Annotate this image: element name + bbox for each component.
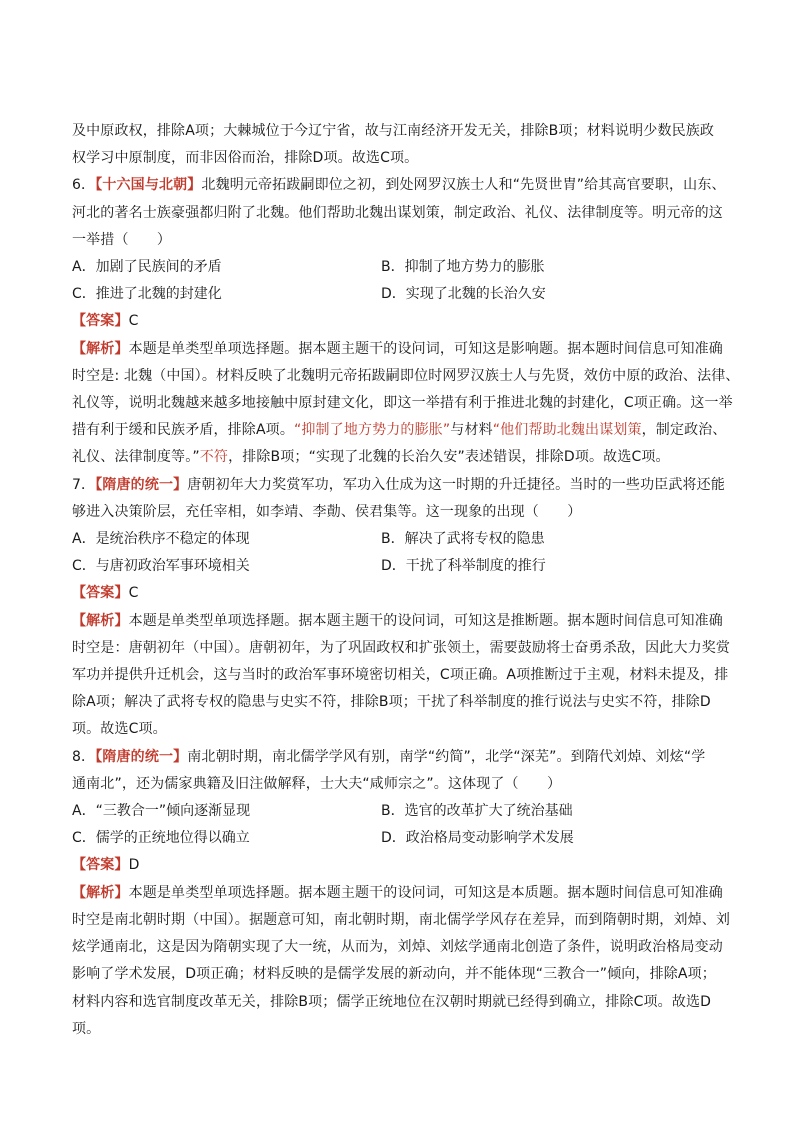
option-a: A．是统治秩序不稳定的体现	[72, 531, 250, 548]
highlight-text: “抑制了地方势力的膨胀”	[293, 422, 451, 439]
question-7	[72, 472, 731, 744]
question-stem-line	[72, 172, 724, 199]
highlight-text: “他们帮助北魏出谋划策	[492, 422, 642, 439]
answer-line	[72, 580, 724, 607]
option-c: C．推进了北魏的封建化	[72, 286, 222, 303]
option-a: A．“三教合一”倾向逐渐显现	[72, 803, 251, 820]
question-stem-line: 够进入决策阶层，充任宰相，如李靖、李勣、侯君集等。这一现象的出现（ ）	[72, 503, 582, 520]
option-d: D．干扰了科举制度的推行	[381, 558, 546, 575]
analysis-text: 与材料	[450, 422, 493, 439]
analysis-text: 措有利于缓和民族矛盾，排除A项。	[72, 422, 294, 439]
question-stem-line	[72, 472, 724, 499]
question-stem-line: 通南北”，还为儒家典籍及旧注做解释，士大夫“咸师宗之”。这体现了（ ）	[72, 775, 562, 792]
option-c: C．儒学的正统地位得以确立	[72, 830, 250, 847]
question-number: 8．	[72, 748, 96, 765]
analysis-line	[72, 417, 727, 444]
analysis-label: 【解析】	[72, 884, 129, 901]
analysis-text: 本题是单类型单项选择题。据本题主题干的设问词，可知这是本质题。据本题时间信息可知准确	[128, 884, 723, 901]
options-row	[72, 553, 724, 580]
analysis-line: 军功并提供升迁机会，这与当时的政治军事环境密切相关，C项正确。A项推断过于主观，材料未提及，排	[72, 667, 729, 684]
question-number: 6．	[72, 177, 96, 194]
option-d: D．实现了北魏的长治久安	[381, 286, 546, 303]
answer-value: C	[128, 585, 139, 602]
analysis-line	[72, 336, 724, 363]
analysis-line: 时空是：唐朝初年（中国）。唐朝初年，为了巩固政权和扩张领土，需要鼓励将士奋勇杀敌，因此大力奖赏	[72, 639, 731, 656]
topic-tag: 【隋唐的统一】	[95, 476, 188, 493]
analysis-text: 礼仪、法律制度等。”	[72, 449, 200, 466]
analysis-label: 【解析】	[72, 612, 129, 629]
analysis-line: 除A项；解决了武将专权的隐患与史实不符，排除B项；干扰了科举制度的推行说法与史实不符，排除D	[72, 694, 711, 711]
analysis-text: ，制定政治、	[641, 422, 727, 439]
analysis-line: 影响了学术发展，D项正确；材料反映的是儒学发展的新动向，并不能体现“三教合一”倾向，排除A项；	[72, 966, 716, 983]
analysis-line	[72, 608, 724, 635]
question-stem-line: 一举措（ ）	[72, 231, 172, 248]
topic-tag: 【十六国与北朝】	[95, 177, 202, 194]
options-row	[72, 798, 724, 825]
options-row	[72, 281, 724, 308]
question-8	[72, 744, 731, 1043]
options-row	[72, 254, 724, 281]
analysis-label: 【解析】	[72, 340, 129, 357]
question-stem-line	[72, 744, 724, 771]
question-number: 7．	[72, 476, 96, 493]
analysis-line: 项。	[72, 1020, 101, 1037]
analysis-text: 本题是单类型单项选择题。据本题主题干的设问词，可知这是推断题。据本题时间信息可知准确	[128, 612, 723, 629]
option-b: B．抑制了地方势力的膨胀	[381, 259, 545, 276]
question-stem-line: 河北的著名士族豪强都归附了北魏。他们帮助北魏出谋划策，制定政治、礼仪、法律制度等。明元帝的这	[72, 204, 723, 221]
answer-label: 【答案】	[72, 313, 129, 330]
analysis-line: 材料内容和选官制度改革无关，排除B项；儒学正统地位在汉朝时期就已经得到确立，排除C项。故选D	[72, 993, 712, 1010]
option-d: D．政治格局变动影响学术发展	[381, 830, 574, 847]
intro-line: 及中原政权，排除A项；大棘城位于今辽宁省，故与江南经济开发无关，排除B项；材料说明少数民族政	[72, 123, 715, 139]
analysis-line: 时空是南北朝时期（中国）。据题意可知，南北朝时期，南北儒学学风存在差异，而到隋朝时期，刘焯、刘	[72, 911, 731, 928]
intro-line: 权学习中原制度，而非因俗而治，排除D项。故选C项。	[72, 150, 419, 167]
question-stem: 南北朝时期，南北儒学学风有别，南学“约简”，北学“深芜”。到隋代刘焯、刘炫“学	[187, 748, 706, 765]
answer-value: C	[128, 313, 139, 330]
option-c: C．与唐初政治军事环境相关	[72, 558, 250, 575]
analysis-text: 本题是单类型单项选择题。据本题主题干的设问词，可知这是影响题。据本题时间信息可知准确	[128, 340, 723, 357]
option-b: B．选官的改革扩大了统治基础	[381, 803, 573, 820]
analysis-line: 炫学通南北，这是因为隋朝实现了大一统，从而为，刘焯、刘炫学通南北创造了条件，说明政治格局变动	[72, 939, 723, 956]
analysis-text: ，排除B项；“实现了北魏的长治久安”表述错误，排除D项。故选C项。	[228, 449, 670, 466]
answer-value: D	[128, 857, 140, 874]
analysis-line	[72, 444, 724, 471]
option-a: A．加剧了民族间的矛盾	[72, 259, 222, 276]
question-stem: 唐朝初年大力奖赏军功，军功入仕成为这一时期的升迁捷径。当时的一些功臣武将还能	[187, 476, 725, 493]
analysis-line: 时空是: 北魏（中国）。材料反映了北魏明元帝拓跋嗣即位时网罗汉族士人与先贤，效仿中原的政治、法律、	[72, 367, 740, 384]
options-row	[72, 825, 724, 852]
analysis-line: 礼仪等，说明北魏越来越多地接触中原封建文化，即这一举措有利于推进北魏的封建化，C项正确。这一举	[72, 395, 733, 412]
options-row	[72, 526, 724, 553]
highlight-text: 不符	[199, 449, 229, 466]
topic-tag: 【隋唐的统一】	[95, 748, 188, 765]
question-stem: 北魏明元帝拓跋嗣即位之初，到处网罗汉族士人和“先贤世胄”给其高官要职，山东、	[201, 177, 726, 194]
analysis-line	[72, 880, 724, 907]
question-6	[72, 172, 740, 471]
answer-line	[72, 852, 724, 879]
analysis-line: 项。故选C项。	[72, 721, 167, 738]
document-page	[72, 118, 740, 1043]
answer-line	[72, 308, 724, 335]
option-b: B．解决了武将专权的隐患	[381, 531, 545, 548]
answer-label: 【答案】	[72, 857, 129, 874]
answer-label: 【答案】	[72, 585, 129, 602]
